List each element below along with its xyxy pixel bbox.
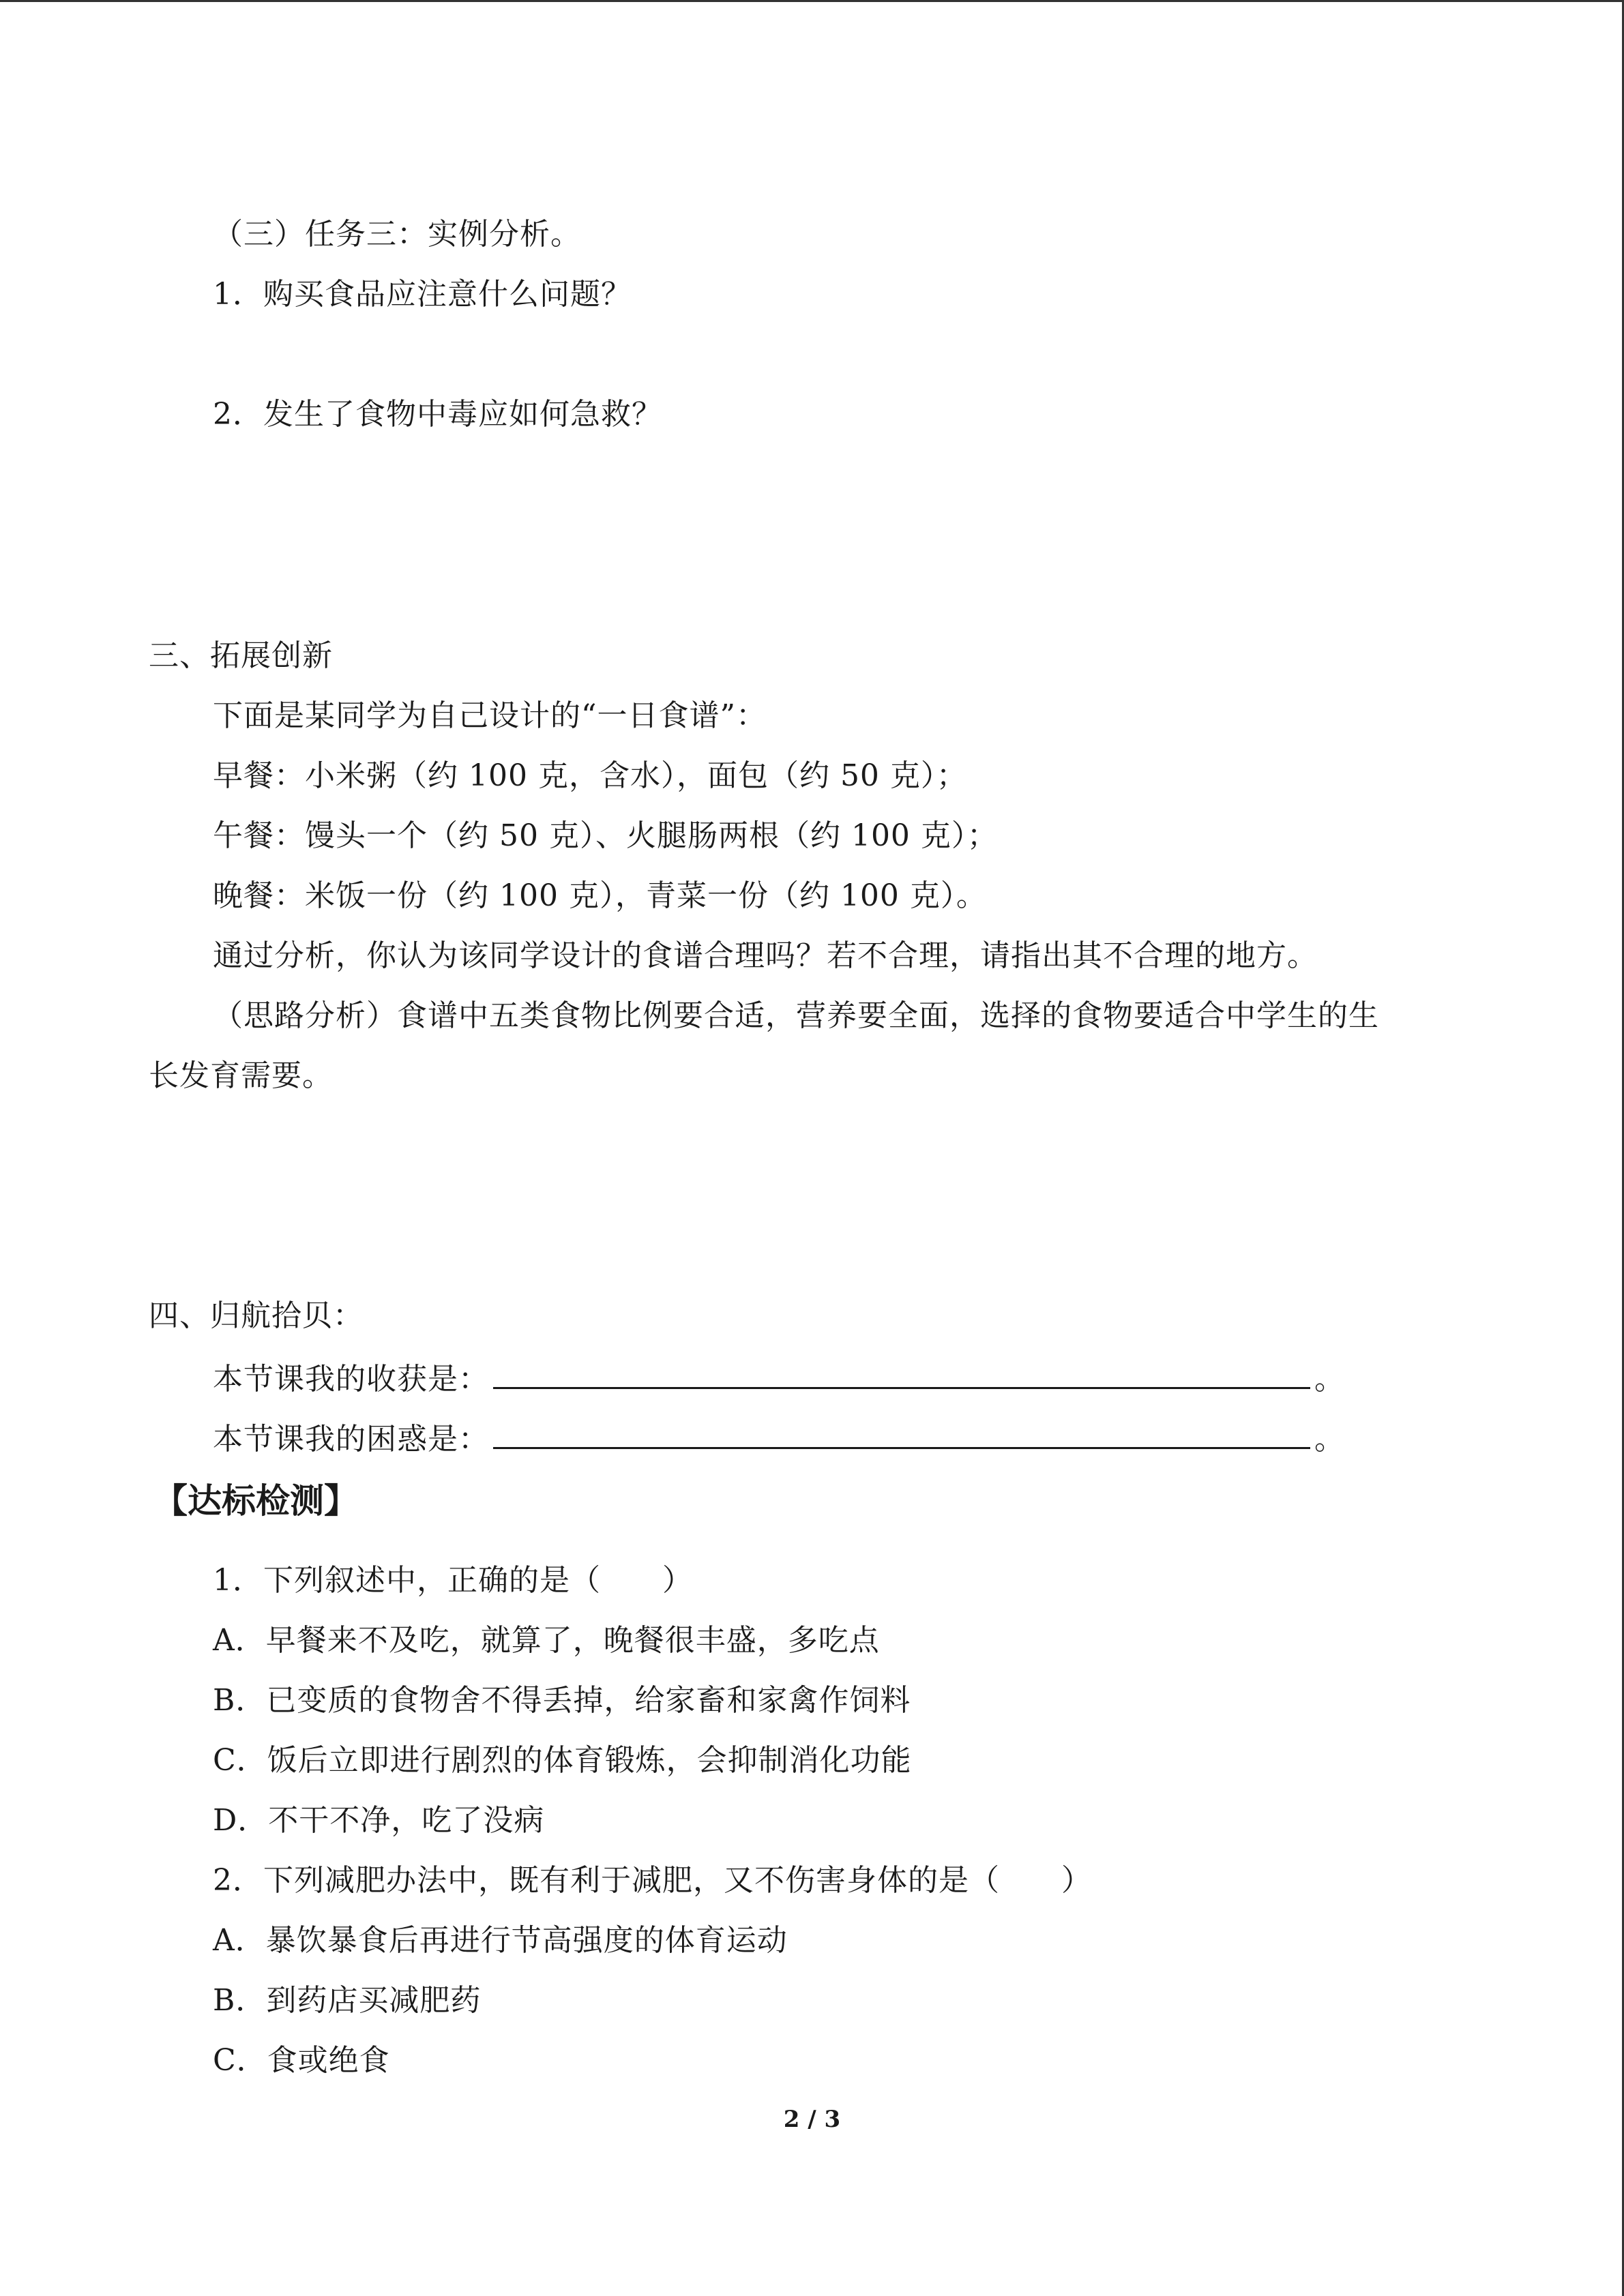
confusion-end-mark: 。 [1314, 1422, 1345, 1457]
extension-hint-line-1: （思路分析）食谱中五类食物比例要合适，营养要全面，选择的食物要适合中学生的生 [213, 998, 1379, 1033]
test-q1-option-d: D．不干不净，吃了没病 [213, 1803, 545, 1838]
review-gain-line [213, 1356, 1345, 1400]
test-q2-option-a: A．暴饮暴食后再进行节高强度的体育运动 [213, 1923, 788, 1958]
test-q1-option-b: B．已变质的食物舍不得丢掉，给家畜和家禽作饲料 [213, 1683, 911, 1718]
review-confusion-line [213, 1416, 1345, 1460]
page-border-top [0, 0, 1624, 2]
gain-blank-line [493, 1356, 1310, 1389]
review-confusion-label: 本节课我的困惑是： [213, 1422, 489, 1457]
review-gain-label: 本节课我的收获是： [213, 1362, 489, 1397]
gain-end-mark: 。 [1314, 1362, 1345, 1397]
extension-intro: 下面是某同学为自己设计的“一日食谱”： [213, 698, 767, 733]
test-q2-stem: 2．下列减肥办法中，既有利于减肥，又不伤害身体的是（ ） [213, 1863, 1092, 1898]
task3-title: （三）任务三：实例分析。 [213, 217, 581, 252]
confusion-blank-line [493, 1416, 1310, 1449]
test-q2-option-b: B．到药店买减肥药 [213, 1983, 482, 2018]
review-title: 四、归航拾贝： [149, 1298, 364, 1333]
page-number: 2 / 3 [783, 2106, 841, 2133]
test-q2-option-c: C．食或绝食 [213, 2043, 390, 2078]
task3-question-1: 1．购买食品应注意什么问题？ [213, 277, 632, 312]
test-q1-stem: 1．下列叙述中，正确的是（ ） [213, 1563, 693, 1598]
menu-lunch: 午餐：馒头一个（约 50 克）、火腿肠两根（约 100 克）； [213, 818, 998, 853]
test-q1-option-c: C．饭后立即进行剧烈的体育锻炼，会抑制消化功能 [213, 1743, 912, 1778]
test-heading: 【达标检测】 [153, 1481, 358, 1521]
menu-breakfast: 早餐：小米粥（约 100 克，含水），面包（约 50 克）； [213, 758, 967, 793]
task3-question-2: 2．发生了食物中毒应如何急救？ [213, 397, 662, 432]
menu-dinner: 晚餐：米饭一份（约 100 克），青菜一份（约 100 克）。 [213, 878, 987, 913]
extension-hint-line-2: 长发育需要。 [149, 1058, 333, 1093]
test-q1-option-a: A．早餐来不及吃，就算了，晚餐很丰盛，多吃点 [213, 1623, 880, 1658]
extension-title: 三、拓展创新 [149, 638, 333, 673]
extension-question: 通过分析，你认为该同学设计的食谱合理吗？若不合理，请指出其不合理的地方。 [213, 938, 1318, 973]
